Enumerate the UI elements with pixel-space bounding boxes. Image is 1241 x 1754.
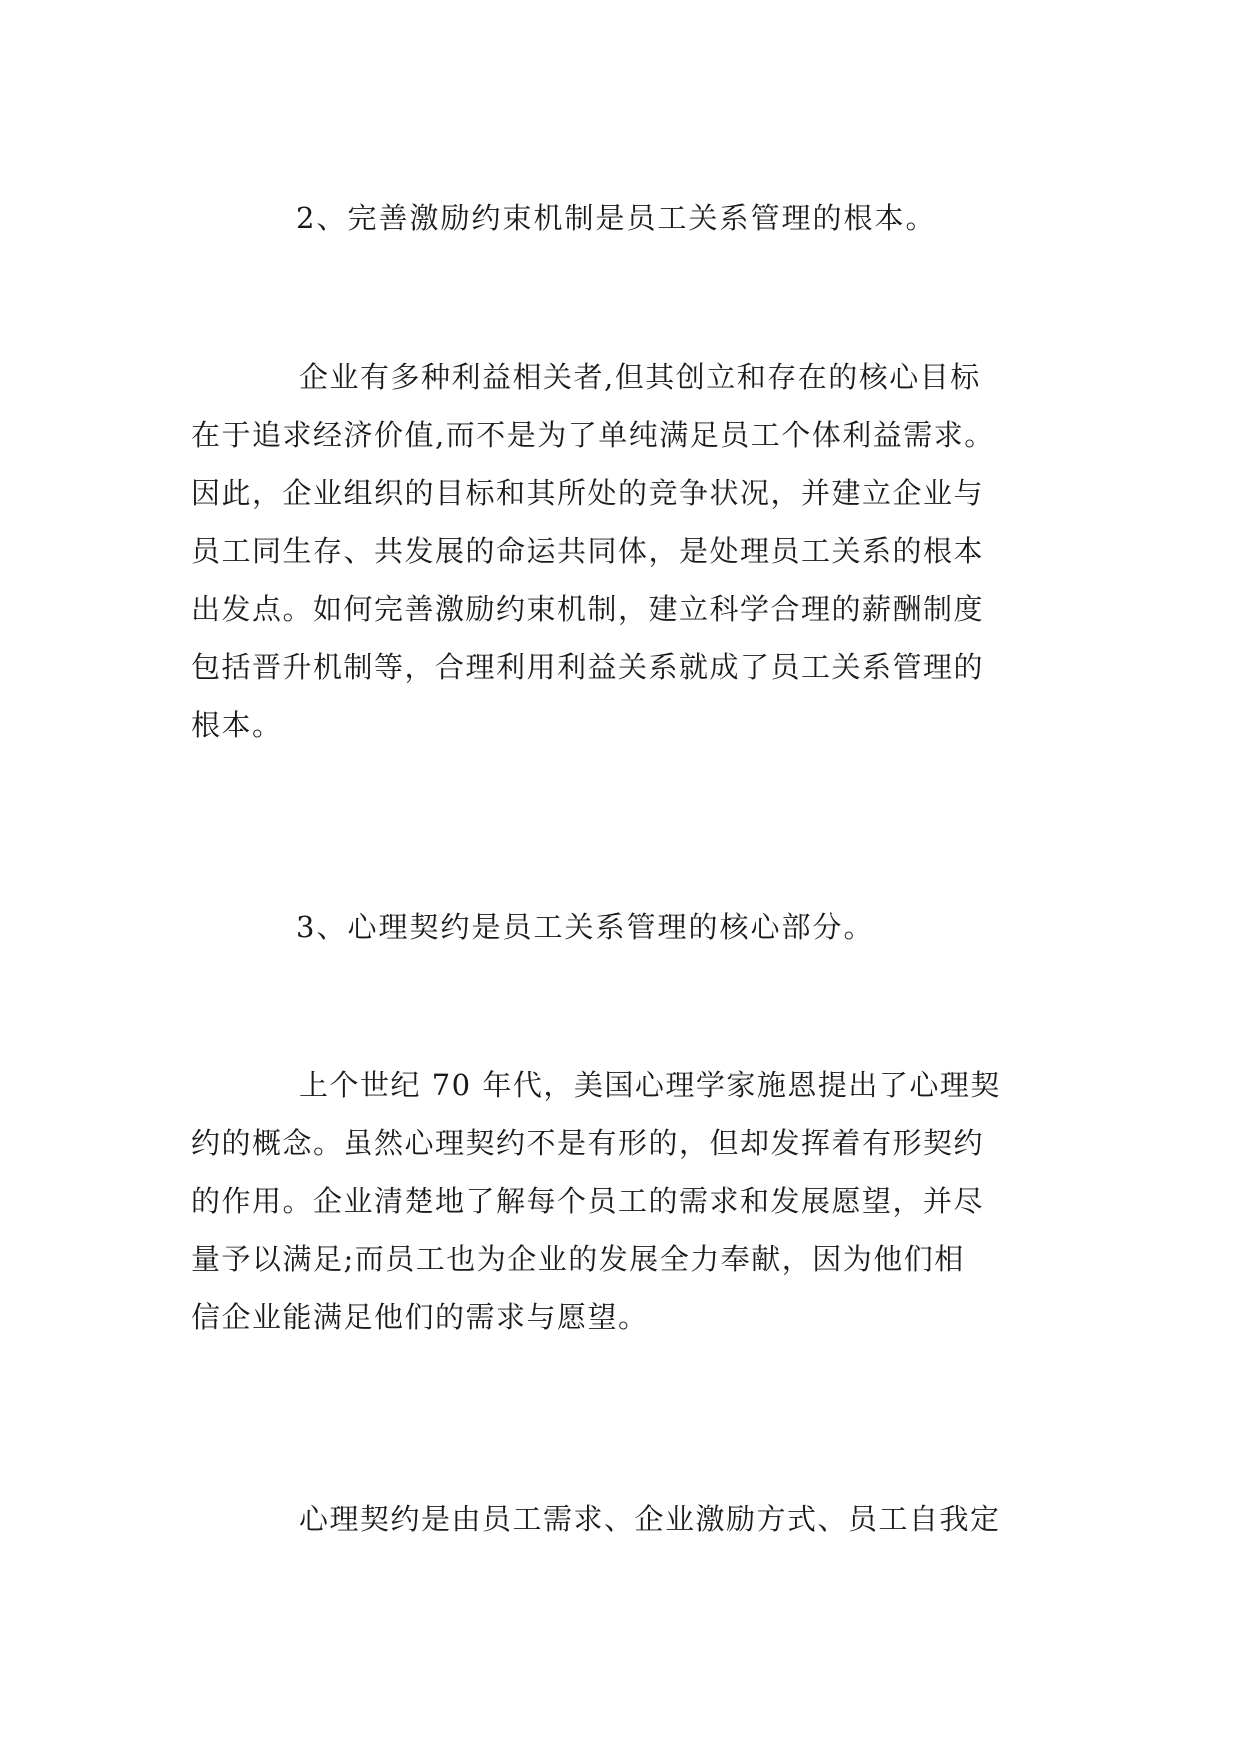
section-heading-2: 2、完善激励约束机制是员工关系管理的根本。 — [296, 201, 937, 235]
paragraph-line: 企业有多种利益相关者,但其创立和存在的核心目标 — [299, 360, 981, 394]
paragraph-line: 信企业能满足他们的需求与愿望。 — [191, 1300, 649, 1334]
section-heading-3: 3、心理契约是员工关系管理的核心部分。 — [296, 910, 875, 944]
paragraph-line: 量予以满足;而员工也为企业的发展全力奉献，因为他们相 — [191, 1242, 965, 1276]
paragraph-line: 因此，企业组织的目标和其所处的竞争状况，并建立企业与 — [191, 476, 985, 510]
paragraph-3 — [191, 1490, 1051, 1548]
paragraph-line: 在于追求经济价值,而不是为了单纯满足员工个体利益需求。 — [191, 418, 995, 452]
paragraph-line: 的作用。企业清楚地了解每个员工的需求和发展愿望，并尽 — [191, 1184, 985, 1218]
paragraph-line: 出发点。如何完善激励约束机制，建立科学合理的薪酬制度 — [191, 592, 985, 626]
paragraph-line: 上个世纪 70 年代，美国心理学家施恩提出了心理契 — [299, 1068, 1001, 1102]
paragraph-line: 心理契约是由员工需求、企业激励方式、员工自我定 — [299, 1502, 1001, 1536]
paragraph-2 — [191, 1056, 1051, 1346]
paragraph-1 — [191, 348, 1051, 754]
paragraph-line: 根本。 — [191, 708, 283, 742]
paragraph-line: 员工同生存、共发展的命运共同体，是处理员工关系的根本 — [191, 534, 985, 568]
paragraph-line: 包括晋升机制等，合理利用利益关系就成了员工关系管理的 — [191, 650, 985, 684]
paragraph-line: 约的概念。虽然心理契约不是有形的，但却发挥着有形契约 — [191, 1126, 985, 1160]
